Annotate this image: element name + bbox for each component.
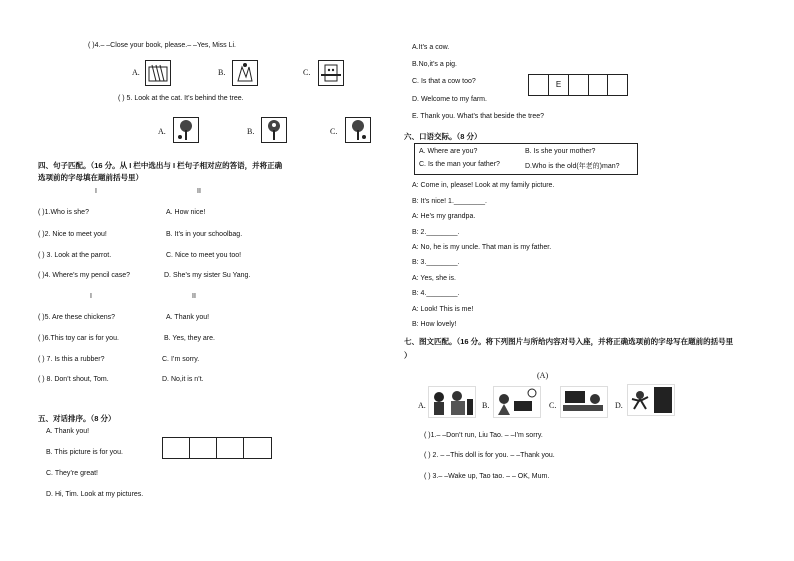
q4-option-a-picture[interactable] [145,60,171,86]
match-question: ( )1.Who is she? [38,209,89,216]
q4-text: ( )4.– –Close your book, please.– –Yes, Miss Li. [88,42,236,49]
dialogue-line: A: No, he is my uncle. That man is my father. [412,244,552,251]
answer-cell[interactable] [190,438,217,458]
section6-options-box [414,143,638,175]
dialogue-item: C. Is that a cow too? [412,78,476,85]
match-answer: A. How nice! [166,209,206,216]
q5-option-a-label: A. [158,127,166,136]
section4-column2-header: II [197,188,201,195]
picture-label-c: C. [549,401,557,410]
dialogue-line: B: 3.________. [412,259,460,266]
match-answer: C. I’m sorry. [162,356,200,363]
match-answer: B. It’s in your schoolbag. [166,231,243,238]
match-question: ( ) 8. Don’t shout, Tom. [38,376,109,383]
q5-option-b-picture[interactable] [261,117,287,143]
tree-cat-icon [346,118,370,142]
section4-column2-header-part2: II [192,293,196,300]
match-answer: C. Nice to meet you too! [166,252,242,259]
section7-subtitle: (A) [537,371,549,380]
q5-option-c-picture[interactable] [345,117,371,143]
q5-text: ( ) 5. Look at the cat. It’s behind the tree. [118,95,244,102]
tree-cat-icon [262,118,286,142]
picture-label-b: B. [482,401,490,410]
match-question: ( )6.This toy car is for you. [38,335,119,342]
picture-match-item: ( ) 2. – –This doll is for you. – –Thank you. [424,452,555,459]
match-answer: A. Thank you! [166,314,210,321]
match-question: ( )4. Where’s my pencil case? [38,272,131,279]
q5-option-c-label: C. [330,127,338,136]
section4-title-line2: 选项前的字母填在题前括号里） [38,173,143,182]
picture-d[interactable] [627,384,675,416]
order-answer-box[interactable] [528,74,628,96]
dialogue-item: B. This picture is for you. [46,449,123,456]
picture-match-item: ( )1.– –Don’t run, Liu Tao. – –I’m sorry. [424,432,543,439]
picture-b[interactable] [493,386,541,418]
section4-column1-header-part2: I [90,293,92,300]
dialogue-line: A: Come in, please! Look at my family picture. [412,182,555,189]
match-answer: D. She’s my sister Su Yang. [164,272,251,279]
book-closed-icon [146,61,170,85]
dialogue-line: A: Yes, she is. [412,275,456,282]
picture-label-d: D. [615,401,623,410]
dialogue-item: E. Thank you. What’s that beside the tree? [412,113,545,120]
match-question: ( ) 3. Look at the parrot. [38,252,112,259]
match-answer: B. Yes, they are. [164,335,215,342]
dialogue-line: B: 4.________. [412,290,460,297]
answer-cell[interactable] [529,75,549,95]
dialogue-line: B: It’s nice! 1.________. [412,198,487,205]
q4-option-b-picture[interactable] [232,60,258,86]
dialogue-item: A.It’s a cow. [412,44,450,51]
match-question: ( )5. Are these chickens? [38,314,116,321]
q4-option-b-label: B. [218,68,226,77]
picture-c[interactable] [560,386,608,418]
answer-cell-filled[interactable]: E [549,75,569,95]
option-item: C. Is the man your father? [419,161,500,168]
dialogue-item: A. Thank you! [46,428,90,435]
face-book-icon [319,61,343,85]
section4-title: 四、句子匹配。（16 分。从 I 栏中选出与 I 栏句子相对应的答语，并将正确 [38,161,283,170]
section4-column1-header: I [95,188,97,195]
q4-option-c-label: C. [303,68,311,77]
dialogue-item: B.No,it’s a pig. [412,61,458,68]
dialogue-line: B: How lovely! [412,321,457,328]
answer-cell[interactable] [163,438,190,458]
q5-option-a-picture[interactable] [173,117,199,143]
q4-option-c-picture[interactable] [318,60,344,86]
option-item: D.Who is the old(年老的)man? [525,163,620,170]
match-question: ( ) 7. Is this a rubber? [38,356,105,363]
picture-match-item: ( ) 3.– –Wake up, Tao tao. – – OK, Mum. [424,473,550,480]
section5-title: 五、对话排序。（8 分） [38,414,116,423]
order-answer-box[interactable] [162,437,272,459]
picture-a[interactable] [428,386,476,418]
answer-cell[interactable] [608,75,627,95]
answer-cell[interactable] [217,438,244,458]
dialogue-item: D. Welcome to my farm. [412,96,487,103]
match-question: ( )2. Nice to meet you! [38,231,107,238]
family-scene-icon [429,387,475,417]
hand-raise-icon [233,61,257,85]
dialogue-item: D. Hi, Tim. Look at my pictures. [46,491,144,498]
tree-cat-icon [174,118,198,142]
running-boy-icon [628,385,674,415]
match-answer: D. No,it is n’t. [162,376,204,383]
dialogue-line: A: Look! This is me! [412,306,474,313]
section7-title-end: ） [404,351,412,360]
answer-cell[interactable] [589,75,608,95]
q4-option-a-label: A. [132,68,140,77]
answer-cell[interactable] [244,438,271,458]
section7-title: 七、图文匹配。（16 分。将下列图片与所给内容对号入座，并将正确选项前的字母写在题前的括号里 [404,337,734,346]
dialogue-item: C. They’re great! [46,470,99,477]
section6-title: 六、口语交际。（8 分） [404,132,482,141]
dialogue-line: A: He’s my grandpa. [412,213,476,220]
option-item: A. Where are you? [419,148,478,155]
doll-gift-icon [494,387,540,417]
bed-wake-up-icon [561,387,607,417]
q5-option-b-label: B. [247,127,255,136]
option-item: B. Is she your mother? [525,148,596,155]
picture-label-a: A. [418,401,426,410]
dialogue-line: B: 2.________. [412,229,460,236]
answer-cell[interactable] [569,75,589,95]
